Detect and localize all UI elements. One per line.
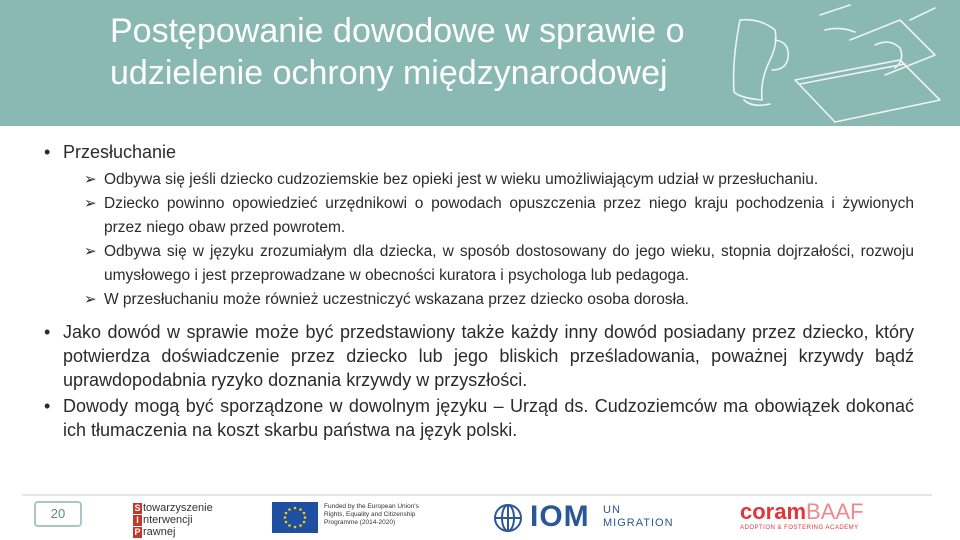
sub-bullet-text: Odbywa się w języku zrozumiałym dla dziecka, w sposób dostosowany do jego wieku, stopnia dojrzałości, rozwoju umysłowego i jest przeprowadzane w obecności kuratora i psychologa lub pedagoga.: [104, 243, 914, 284]
sub-bullet-text: Dziecko powinno opowiedzieć urzędnikowi o powodach opuszczenia przez niego kraju pochodzenia i żywionych przez niego obaw przed powrotem.: [104, 195, 914, 236]
arrow-bullet-icon: ➢: [84, 243, 97, 260]
coram-wordmark: coramBAAF: [740, 499, 864, 524]
iom-logo: [490, 500, 710, 536]
title-line-1: Postępowanie dowodowe w sprawie o: [110, 12, 685, 50]
bullet-interrogation: [44, 140, 914, 164]
page-title: [110, 10, 890, 94]
arrow-bullet-icon: ➢: [84, 171, 97, 188]
bullet-dot-icon: •: [44, 322, 51, 342]
sip-logo-word: I nterwencji: [133, 514, 213, 526]
sip-logo-word: P rawnej: [134, 526, 176, 538]
sub-bullet-text: Odbywa się jeśli dziecko cudzoziemskie bez opieki jest w wieku umożliwiającym udział w przesłuchaniu.: [104, 171, 819, 188]
page-number: 20: [34, 501, 82, 527]
sub-bullet: [84, 240, 914, 288]
sub-bullet-text: W przesłuchaniu może również uczestniczyć wskazana przez dziecko osoba dorosła.: [104, 291, 689, 308]
sub-bullet: [84, 168, 914, 192]
sip-logo: [133, 502, 213, 538]
eu-flag-icon: [272, 502, 318, 533]
bullet-text: Jako dowód w sprawie może być przedstawiony także każdy inny dowód posiadany przez dziecko, który potwierdza doświadczenie przez dziecko lub jego bliskich prześladowania, poważnej krzywdy bądź uprawdopodabnia ryzyko doznania krzywdy w przyszłości.: [63, 322, 914, 390]
un-emblem-icon: [490, 500, 526, 536]
bullet-dot-icon: •: [44, 142, 51, 162]
slide-content: [44, 140, 914, 442]
sub-bullet-list: [84, 168, 914, 312]
bullet-translation: [44, 394, 914, 442]
sub-bullet: [84, 192, 914, 240]
bullet-dot-icon: •: [44, 396, 51, 416]
iom-wordmark: IOM: [530, 500, 590, 533]
arrow-bullet-icon: ➢: [84, 291, 97, 308]
title-line-2: udzielenie ochrony międzynarodowej: [110, 54, 668, 92]
bullet-evidence: [44, 320, 914, 392]
footer-divider: [22, 494, 932, 496]
coram-baaf-logo: [740, 500, 890, 536]
bullet-text: Przesłuchanie: [63, 142, 177, 162]
coram-tagline: ADOPTION & FOSTERING ACADEMY: [740, 525, 859, 531]
sip-logo-word: S towarzyszenie: [134, 502, 213, 514]
un-migration-wordmark: UN MIGRATION: [603, 504, 674, 529]
header-band: [0, 0, 960, 126]
sub-bullet: [84, 288, 914, 312]
arrow-bullet-icon: ➢: [84, 195, 97, 212]
eu-funding-note: Funded by the European Union's Rights, Equality and Citizenship Programme (2014-2020): [324, 503, 419, 526]
bullet-text: Dowody mogą być sporządzone w dowolnym języku – Urząd ds. Cudzoziemców ma obowiązek dokonać ich tłumaczenia na koszt skarbu państwa na język polski.: [63, 396, 914, 440]
